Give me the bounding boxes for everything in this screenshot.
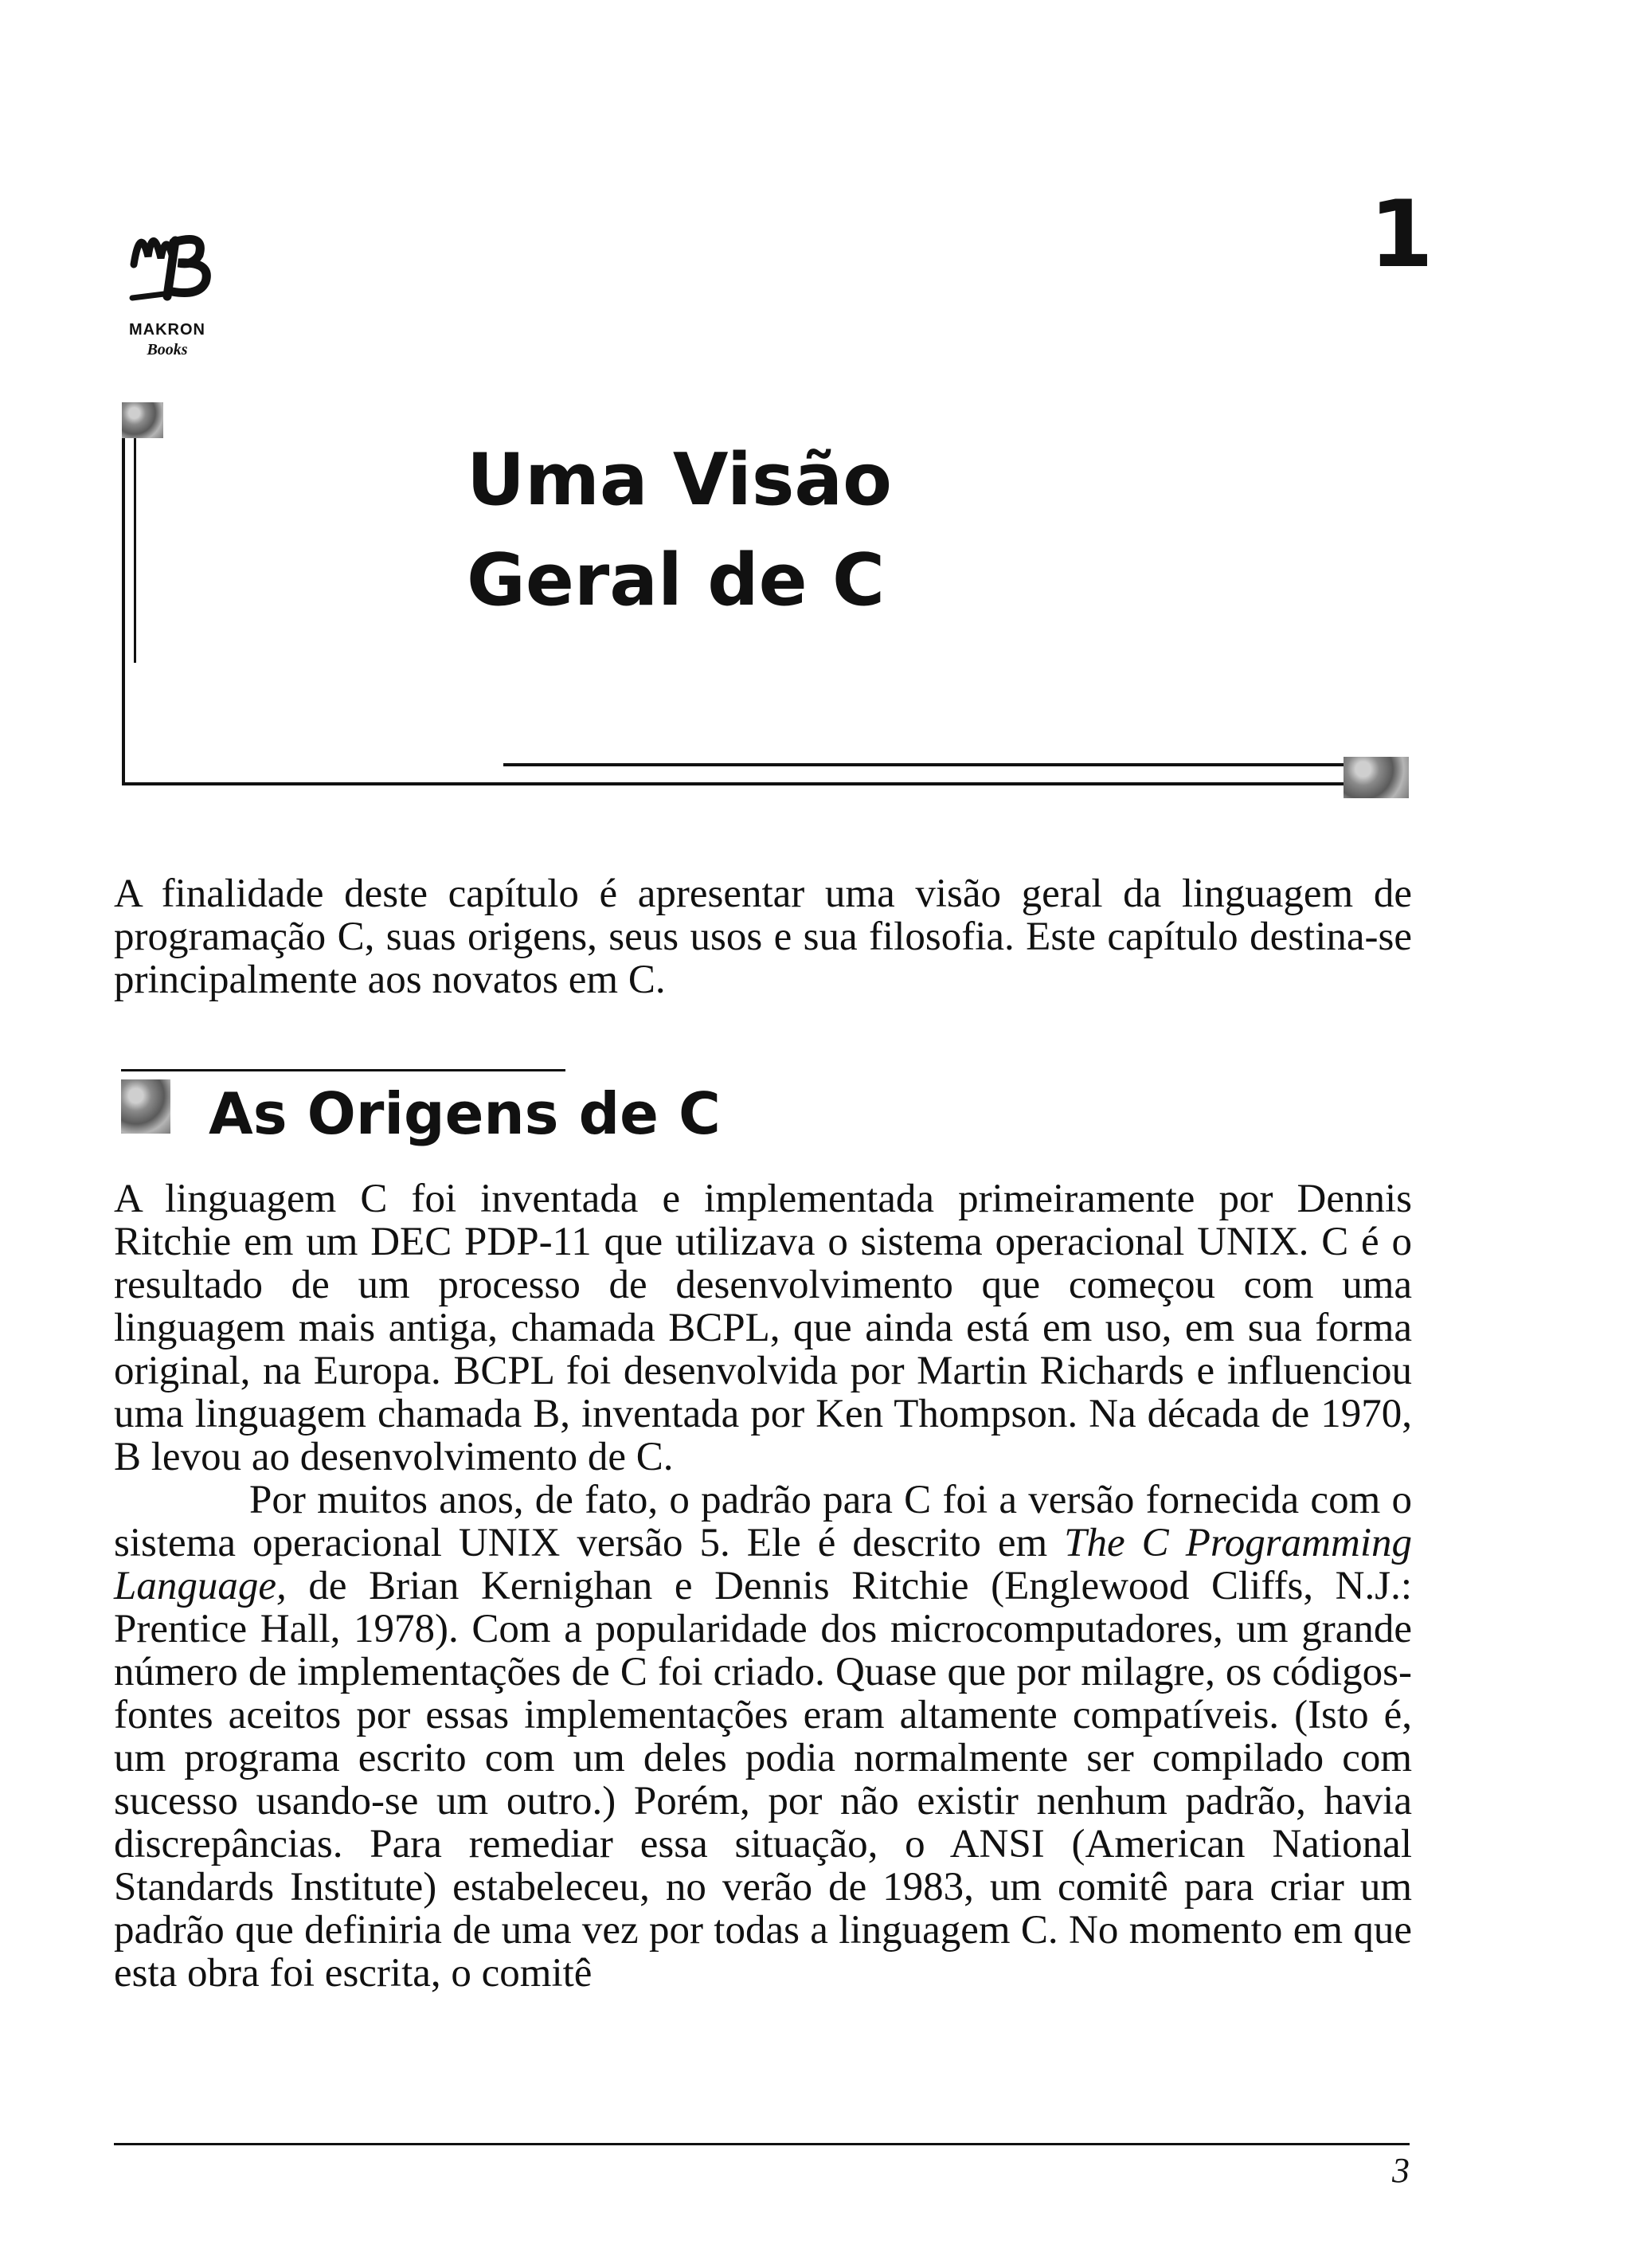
section-heading-rule [121, 1069, 565, 1071]
intro-paragraph [114, 872, 1412, 1001]
section-heading: As Origens de C [209, 1080, 721, 1147]
makron-books-logo-icon [126, 209, 229, 304]
section-paragraph-1: A linguagem C foi inventada e implementada primeiramente por Dennis Ritchie em um DEC PDP-11 que utilizava o sistema operacional UNIX. C é o resultado de um processo de desenvolvimento que começou com uma linguagem mais antiga, chamada BCPL, que ainda está em uso, em sua forma original, na Europa. BCPL foi desenvolvida por Martin Richards e influenciou uma linguagem chamada B, inventada por Ken Thompson. Na década de 1970, B levou ao desenvolvimento de C. [114, 1177, 1412, 1479]
section-paragraph-2 [114, 1479, 1412, 1995]
frame-horizontal-line-upper [503, 763, 1344, 766]
footer-rule [114, 2143, 1410, 2145]
intro-text: A finalidade deste capítulo é apresentar uma visão geral da linguagem de programação C, suas origens, seus usos e sua filosofia. Este capítulo destina-se principalmente aos novatos em C. [114, 872, 1412, 1002]
decorative-square-bottom [1344, 757, 1409, 798]
chapter-title-line2: Geral de C [467, 539, 886, 622]
chapter-number: 1 [1369, 181, 1433, 288]
paragraph-2-end: de Brian Kernighan e Dennis Ritchie (Englewood Cliffs, N.J.: Prentice Hall, 1978). Com a popularidade dos microcomputadores, um grande número de implementações de C foi criado. Quase que por milagre, os códigos-fontes aceitos por essas implementações eram altamente compatíveis. (Isto é, um programa escrito com um deles podia normalmente ser compilado com sucesso usando-se um outro.) Porém, por não existir nenhum padrão, havia discrepâncias. Para remediar essa situação, o ANSI (American National Standards Institute) estabeleceu, no verão de 1983, um comitê para criar um padrão que definiria de uma vez por todas a linguagem C. No momento em que esta obra foi escrita, o comitê [114, 1564, 1412, 1996]
publisher-name: MAKRON [129, 321, 205, 339]
frame-vertical-line-outer [122, 438, 125, 782]
decorative-square-top [122, 402, 163, 438]
chapter-title [467, 430, 892, 631]
publisher-imprint: Books [147, 341, 188, 358]
page-number: 3 [1392, 2151, 1410, 2190]
frame-vertical-line-inner [134, 438, 136, 663]
section-body [114, 1177, 1412, 1995]
section-heading-square [121, 1079, 170, 1134]
book-title: The C Programming Language, [114, 1521, 1412, 1608]
chapter-title-line1: Uma Visão [467, 438, 892, 522]
frame-horizontal-line-lower [122, 782, 1344, 785]
paragraph-2-start: Por muitos anos, de fato, o padrão para C foi a versão fornecida com o sistema operacional UNIX versão 5. Ele é descrito em [114, 1478, 1412, 1565]
